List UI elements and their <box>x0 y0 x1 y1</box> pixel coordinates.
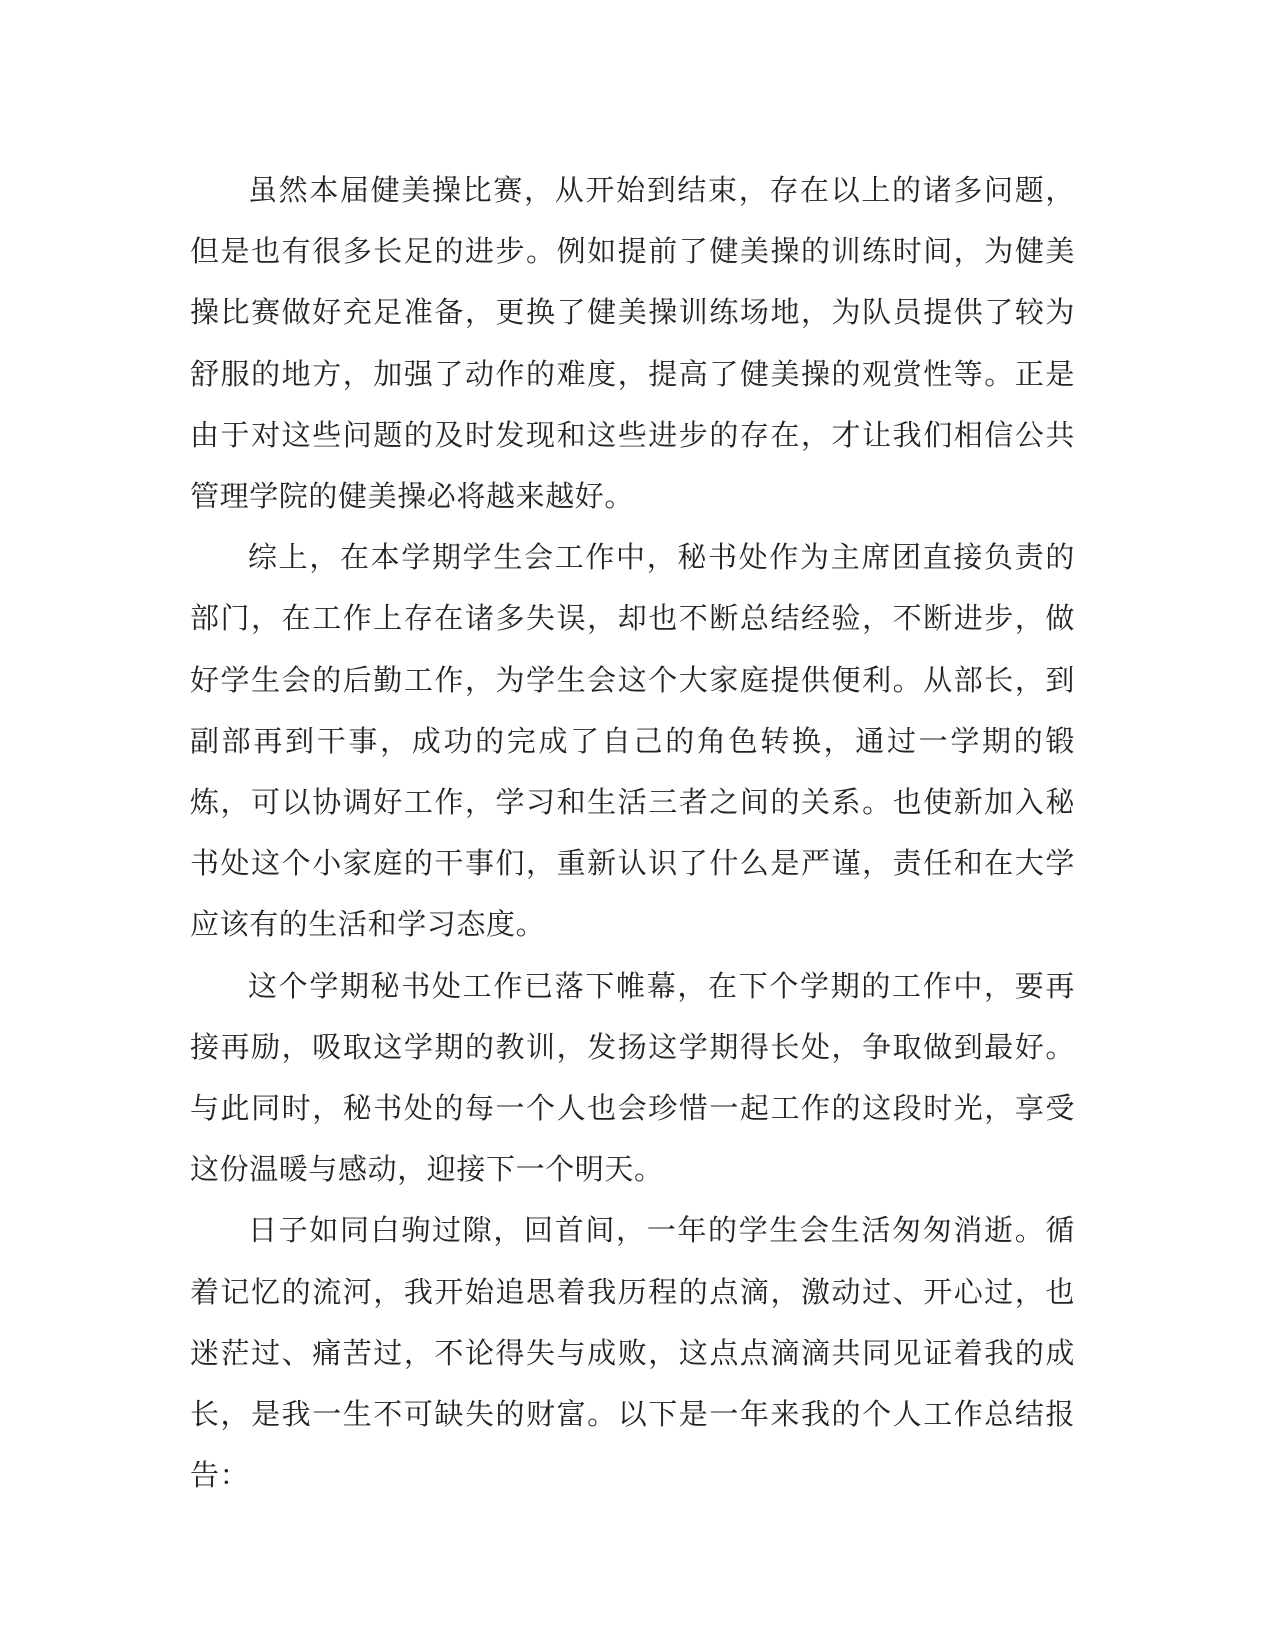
document-body <box>190 160 1075 1506</box>
paragraph-2: 综上，在本学期学生会工作中，秘书处作为主席团直接负责的部门，在工作上存在诸多失误，却也不断总结经验，不断进步，做好学生会的后勤工作，为学生会这个大家庭提供便利。从部长，到副部再到干事，成功的完成了自己的角色转换，通过一学期的锻炼，可以协调好工作，学习和生活三者之间的关系。也使新加入秘书处这个小家庭的干事们，重新认识了什么是严谨，责任和在大学应该有的生活和学习态度。 <box>190 540 1075 942</box>
paragraph-3: 这个学期秘书处工作已落下帷幕，在下个学期的工作中，要再接再励，吸取这学期的教训，发扬这学期得长处，争取做到最好。与此同时，秘书处的每一个人也会珍惜一起工作的这段时光，享受这份温暖与感动，迎接下一个明天。 <box>190 968 1075 1187</box>
paragraph-4: 日子如同白驹过隙，回首间，一年的学生会生活匆匆消逝。循着记忆的流河，我开始追思着我历程的点滴，激动过、开心过，也迷茫过、痛苦过，不论得失与成败，这点点滴滴共同见证着我的成长，是我一生不可缺失的财富。以下是一年来我的个人工作总结报告： <box>190 1213 1075 1493</box>
paragraph-1: 虽然本届健美操比赛，从开始到结束，存在以上的诸多问题，但是也有很多长足的进步。例如提前了健美操的训练时间，为健美操比赛做好充足准备，更换了健美操训练场地，为队员提供了较为舒服的地方，加强了动作的难度，提高了健美操的观赏性等。正是由于对这些问题的及时发现和这些进步的存在，才让我们相信公共管理学院的健美操必将越来越好。 <box>190 173 1075 514</box>
